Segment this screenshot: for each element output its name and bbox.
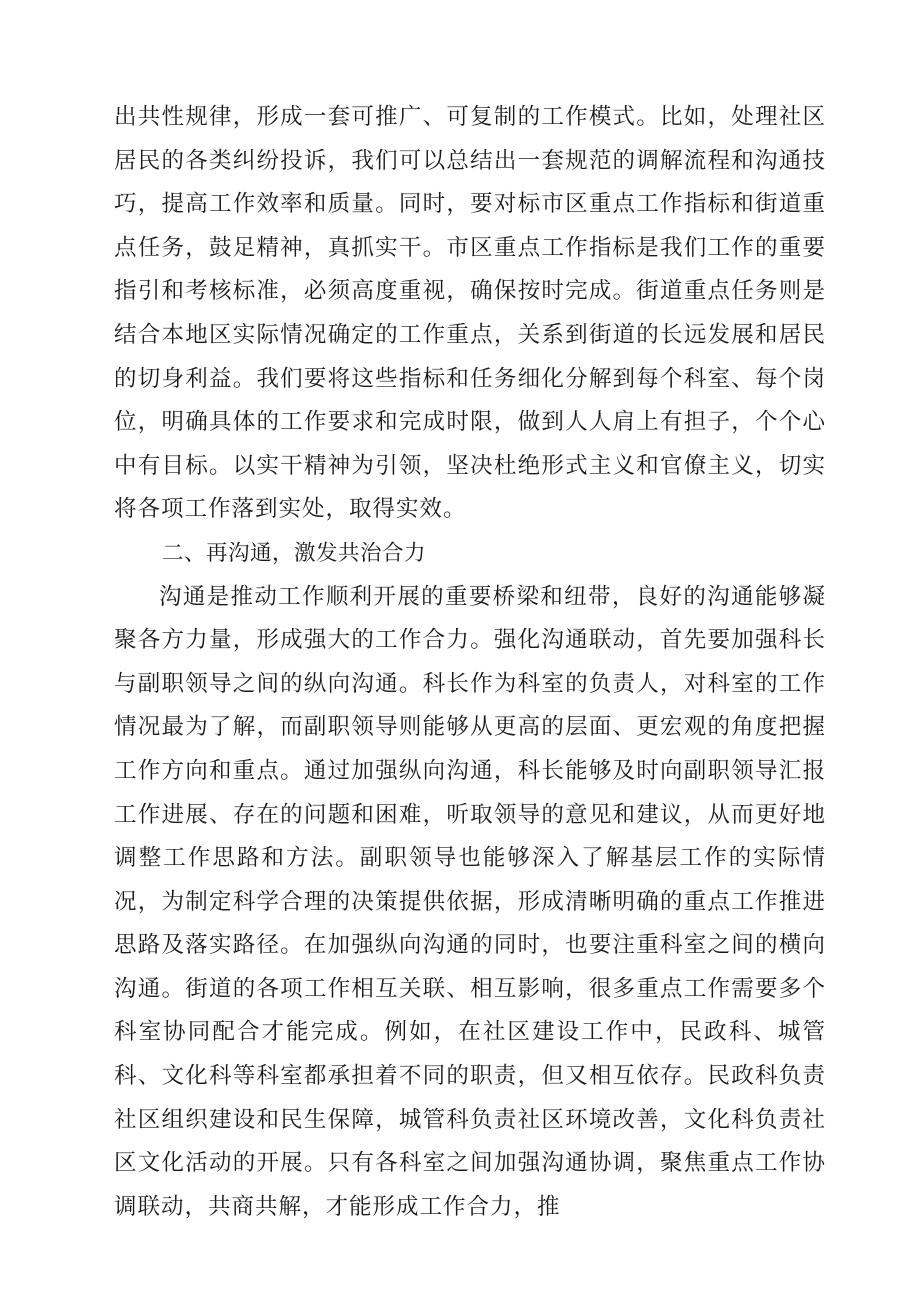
document-body: [114, 96, 826, 1229]
section-heading: 二、再沟通，激发共治合力: [162, 540, 427, 566]
paragraph-communication: 沟通是推动工作顺利开展的重要桥梁和纽带，良好的沟通能够凝聚各方力量，形成强大的工作合力。强化沟通联动，首先要加强科长与副职领导之间的纵向沟通。科长作为科室的负责人，对科室的工作情况最为了解，而副职领导则能够从更高的层面、更宏观的角度把握工作方向和重点。通过加强纵向沟通，科长能够及时向副职领导汇报工作进展、存在的问题和困难，听取领导的意见和建议，从而更好地调整工作思路和方法。副职领导也能够深入了解基层工作的实际情况，为制定科学合理的决策提供依据，形成清晰明确的重点工作推进思路及落实路径。在加强纵向沟通的同时，也要注重科室之间的横向沟通。街道的各项工作相互关联、相互影响，很多重点工作需要多个科室协同配合才能完成。例如，在社区建设工作中，民政科、城管科、文化科等科室都承担着不同的职责，但又相互依存。民政科负责社区组织建设和民生保障，城管科负责社区环境改善，文化科负责社区文化活动的开展。只有各科室之间加强沟通协调，聚焦重点工作协调联动，共商共解，才能形成工作合力，推: [114, 583, 826, 1220]
paragraph-continued: 出共性规律，形成一套可推广、可复制的工作模式。比如，处理社区居民的各类纠纷投诉，我们可以总结出一套规范的调解流程和沟通技巧，提高工作效率和质量。同时，要对标市区重点工作指标和街道重点任务，鼓足精神，真抓实干。市区重点工作指标是我们工作的重要指引和考核标准，必须高度重视，确保按时完成。街道重点任务则是结合本地区实际情况确定的工作重点，关系到街道的长远发展和居民的切身利益。我们要将这些指标和任务细化分解到每个科室、每个岗位，明确具体的工作要求和完成时限，做到人人肩上有担子，个个心中有目标。以实干精神为引领，坚决杜绝形式主义和官僚主义，切实将各项工作落到实处，取得实效。: [114, 104, 826, 523]
